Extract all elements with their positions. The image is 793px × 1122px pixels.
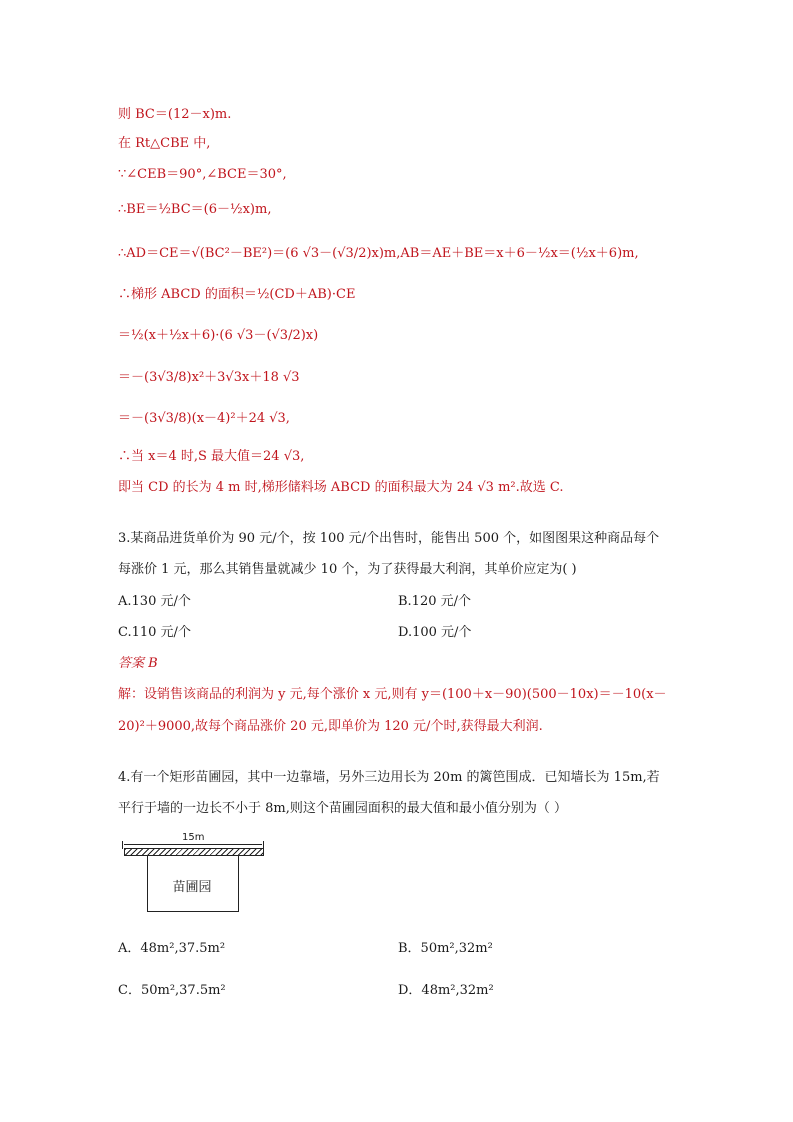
solution-line: ∴BE＝½BC＝(6－½x)m, — [118, 202, 272, 217]
option-c: C.110 元/个 — [118, 625, 191, 640]
solution-line: ∴AD＝CE＝√(BC²－BE²)＝(6 √3－(√3/2)x)m,AB＝AE＋BE＝x＋6－½x＝(½x＋6)m, — [118, 246, 639, 261]
solution-line: ∴当 x＝4 时,S 最大值＝24 √3, — [118, 449, 305, 464]
dimension-line — [124, 844, 262, 845]
solution-line: 20)²＋9000,故每个商品涨价 20 元,即单价为 120 元/个时,获得最大利润. — [118, 719, 543, 734]
answer-label: 答案 B — [118, 656, 158, 671]
solution-line: ∴梯形 ABCD 的面积＝½(CD＋AB)·CE — [118, 287, 356, 302]
question-stem: 3.某商品进货单价为 90 元/个，按 100 元/个出售时，能售出 500 个，如图图果这种商品每个 — [118, 531, 660, 546]
solution-line: 即当 CD 的长为 4 m 时,梯形储料场 ABCD 的面积最大为 24 √3 m².故选 C. — [118, 480, 564, 495]
option-d: D．48m²,32m² — [398, 983, 494, 998]
question-stem: 每涨价 1 元，那么其销售量就减少 10 个，为了获得最大利润，其单价应定为( ) — [118, 562, 577, 577]
solution-line: ∵∠CEB＝90°,∠BCE＝30°, — [118, 167, 287, 182]
option-a: A.130 元/个 — [118, 594, 191, 609]
solution-line: ＝－(3√3/8)(x－4)²＋24 √3, — [118, 411, 290, 426]
solution-line: 则 BC＝(12－x)m. — [118, 107, 232, 122]
solution-line: ＝－(3√3/8)x²＋3√3x＋18 √3 — [118, 370, 300, 385]
dimension-tick — [122, 841, 123, 849]
wall-length-label: 15m — [182, 832, 205, 843]
option-c: C．50m²,37.5m² — [118, 983, 226, 998]
question-stem: 4.有一个矩形苗圃园，其中一边靠墙，另外三边用长为 20m 的篱笆围成．已知墙长为 15m,若 — [118, 770, 660, 785]
option-d: D.100 元/个 — [398, 625, 472, 640]
question-stem: 平行于墙的一边长不小于 8m,则这个苗圃园面积的最大值和最小值分别为（ ） — [118, 801, 567, 816]
option-a: A．48m²,37.5m² — [118, 941, 226, 956]
solution-line: ＝½(x＋½x＋6)·(6 √3－(√3/2)x) — [118, 328, 319, 343]
solution-line: 在 Rt△CBE 中, — [118, 136, 211, 151]
garden-diagram — [118, 832, 278, 918]
garden-label: 苗圃园 — [172, 880, 212, 895]
option-b: B.120 元/个 — [398, 594, 472, 609]
solution-line: 解：设销售该商品的利润为 y 元,每个涨价 x 元,则有 y＝(100＋x－90)(500－10x)＝－10(x－ — [118, 687, 667, 702]
option-b: B．50m²,32m² — [398, 941, 493, 956]
